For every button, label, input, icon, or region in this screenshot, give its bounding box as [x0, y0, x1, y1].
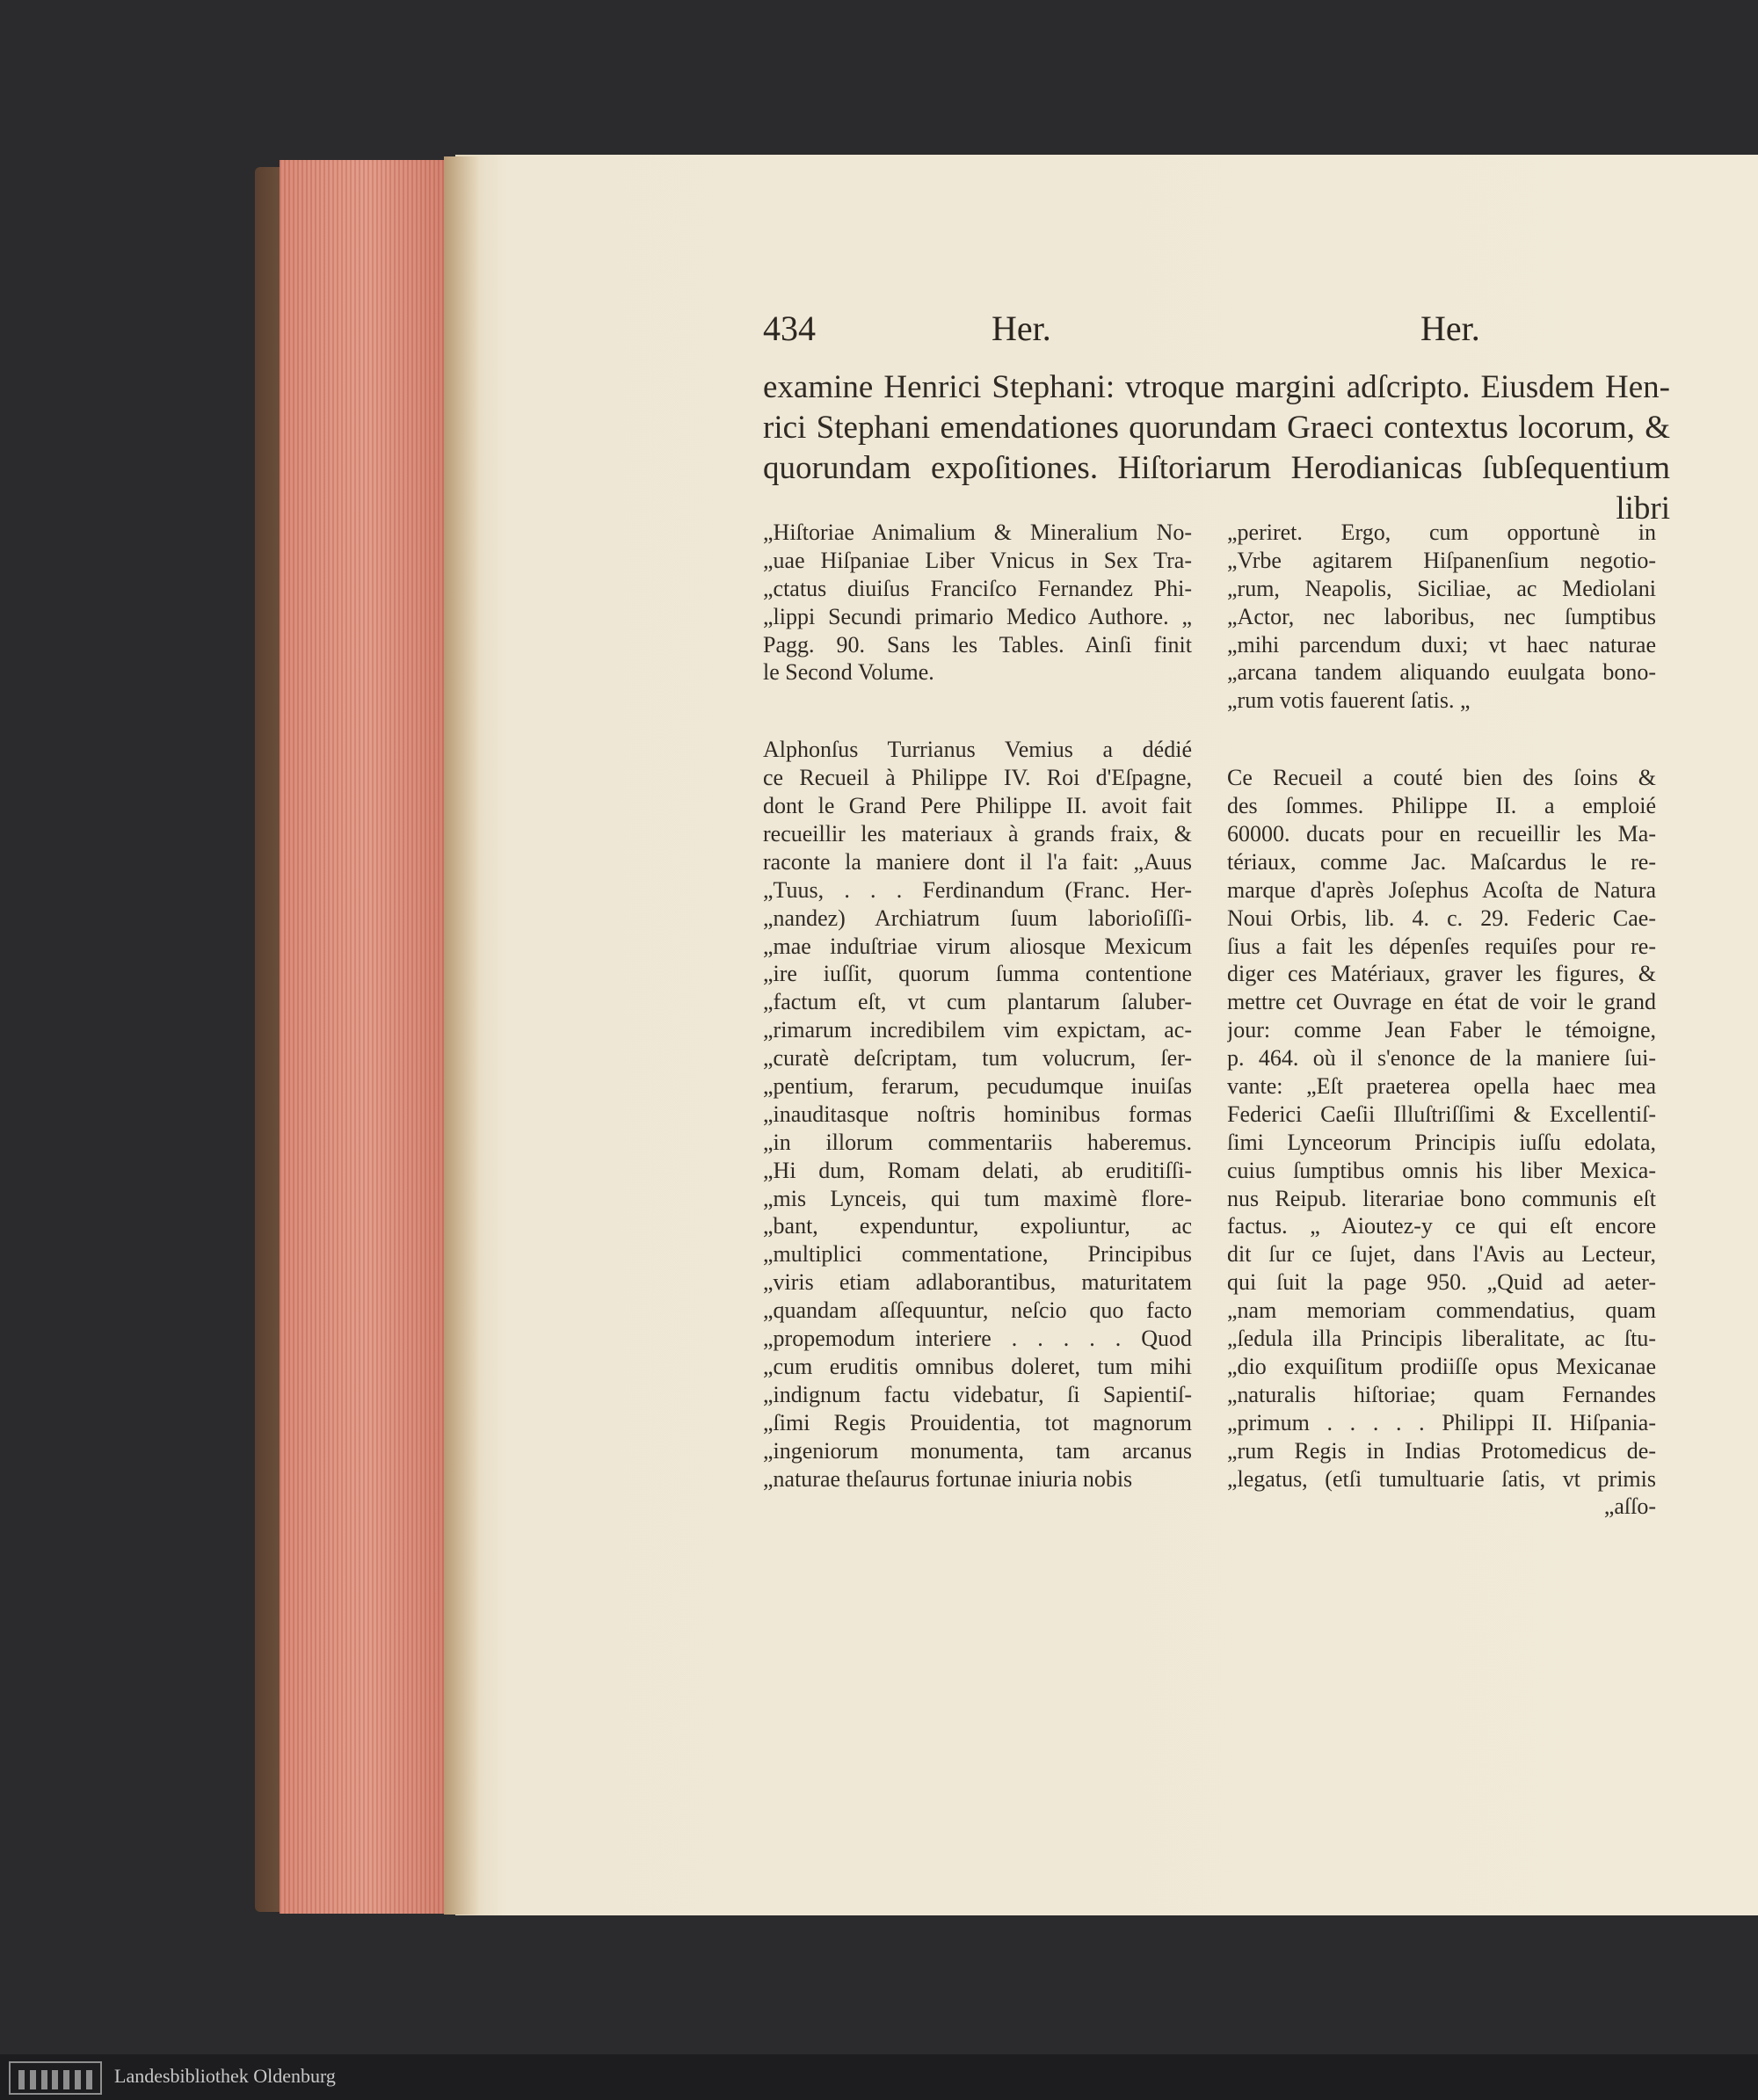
text-line: „mae induſtriae virum aliosque Mexicum: [763, 933, 1192, 959]
text-line: „ctatus diuiſus Franciſco Fernandez Phi-: [763, 575, 1192, 601]
text-line: nus Reipub. literariae bono communis eſt: [1227, 1185, 1656, 1211]
text-line: Noui Orbis, lib. 4. c. 29. Federic Cae-: [1227, 905, 1656, 931]
text-line: „in illorum commentariis haberemus.: [763, 1129, 1192, 1155]
text-line: raconte la maniere dont il l'a fait: „Auus: [763, 848, 1192, 875]
text-line: „legatus, (etſi tumultuarie ſatis, vt primis: [1227, 1465, 1656, 1492]
text-line: 60000. ducats pour en recueillir les Ma-: [1227, 821, 1656, 847]
library-name: Landesbibliothek Oldenburg: [114, 2065, 336, 2087]
text-line: p. 464. où il s'enonce de la maniere ſui-: [1227, 1045, 1656, 1072]
text-line: ſius a fait les dépenſes requiſes pour re-: [1227, 933, 1656, 959]
page-edges: [280, 160, 455, 1914]
text-line: ſimi Lynceorum Principis iuſſu edolata,: [1227, 1129, 1656, 1155]
text-line: ce Recueil à Philippe IV. Roi d'Eſpagne,: [763, 765, 1192, 791]
main-line: quorundam expoſitiones. Hiſtoriarum Herodianicas ſubſequentium: [763, 450, 1670, 486]
text-line: „ſedula illa Principis liberalitate, ac ſtu-: [1227, 1326, 1656, 1352]
text-line: „viris etiam adlaborantibus, maturitatem: [763, 1269, 1192, 1296]
text-line: „ſimi Regis Prouidentia, tot magnorum: [763, 1409, 1192, 1435]
text-line: „ire iuſſit, quorum ſumma contentione: [763, 961, 1192, 987]
running-title-right: Her.: [1420, 309, 1480, 348]
main-line: rici Stephani emendationes quorundam Graeci contextus locorum, &: [763, 410, 1670, 446]
text-line: „cum eruditis omnibus doleret, tum mihi: [763, 1353, 1192, 1379]
text-line: „Hiſtoriae Animalium & Mineralium No-: [763, 520, 1192, 545]
text-line: „naturalis hiſtoriae; quam Fernandes: [1227, 1381, 1656, 1407]
text-line: „curatè deſcriptam, tum volucrum, ſer-: [763, 1045, 1192, 1072]
text-line: „lippi Secundi primario Medico Authore. „: [763, 603, 1192, 629]
left-column: [763, 519, 1192, 1493]
text-line: Alphonſus Turrianus Vemius a dédié: [763, 737, 1192, 763]
main-line: libri: [1616, 490, 1670, 527]
text-line: factus. „ Aioutez-y ce qui eſt encore: [1227, 1213, 1656, 1239]
text-line: „Tuus, . . . Ferdinandum (Franc. Her-: [763, 876, 1192, 903]
main-line: examine Henrici Stephani: vtroque margini adſcripto. Eiusdem Hen-: [763, 369, 1670, 405]
text-line: „factum eſt, vt cum plantarum ſaluber-: [763, 989, 1192, 1015]
text-line: Ce Recueil a couté bien des ſoins &: [1227, 765, 1656, 791]
page-number: 434: [763, 309, 816, 348]
text-line: vante: „Eſt praeterea opella haec mea: [1227, 1073, 1656, 1100]
text-line: le Second Volume.: [763, 659, 934, 686]
text-line: „Hi dum, Romam delati, ab eruditiſſi-: [763, 1157, 1192, 1183]
text-line: des ſommes. Philippe II. a emploié: [1227, 793, 1656, 819]
text-line: „ingeniorum monumenta, tam arcanus: [763, 1437, 1192, 1464]
text-line: „mihi parcendum duxi; vt haec naturae: [1227, 631, 1656, 658]
library-logo-icon: [9, 2061, 102, 2095]
text-line: „primum . . . . . Philippi II. Hiſpania-: [1227, 1409, 1656, 1435]
text-line: dit ſur ce ſujet, dans l'Avis au Lecteur,: [1227, 1241, 1656, 1268]
text-line: marque d'après Joſephus Acoſta de Natura: [1227, 876, 1656, 903]
text-line: cuius ſumptibus omnis his liber Mexica-: [1227, 1157, 1656, 1183]
text-line: „nam memoriam commendatius, quam: [1227, 1297, 1656, 1324]
text-line: „mis Lynceis, qui tum maximè flore-: [763, 1185, 1192, 1211]
text-line: dont le Grand Pere Philippe II. avoit fait: [763, 793, 1192, 819]
text-line: „rum votis fauerent ſatis. „: [1227, 687, 1471, 714]
text-line: „indignum factu videbatur, ſi Sapientiſ-: [763, 1381, 1192, 1407]
text-line: „periret. Ergo, cum opportunè in: [1227, 520, 1656, 545]
text-line: „Vrbe agitarem Hiſpanenſium negotio-: [1227, 547, 1656, 573]
text-line: „multiplici commentatione, Principibus: [763, 1241, 1192, 1268]
text-line: „pentium, ferarum, pecudumque inuiſas: [763, 1073, 1192, 1100]
text-line: „inauditasque noſtris hominibus formas: [763, 1101, 1192, 1127]
text-line: „aſſo-: [1603, 1493, 1656, 1520]
text-line: „quandam aſſequuntur, neſcio quo facto: [763, 1297, 1192, 1324]
text-line: „rum, Neapolis, Siciliae, ac Mediolani: [1227, 575, 1656, 601]
text-line: qui ſuit la page 950. „Quid ad aeter-: [1227, 1269, 1656, 1296]
text-line: „nandez) Archiatrum ſuum laborioſiſſi-: [763, 905, 1192, 931]
text-line: mettre cet Ouvrage en état de voir le grand: [1227, 989, 1656, 1015]
text-line: Pagg. 90. Sans les Tables. Ainſi finit: [763, 631, 1192, 658]
text-line: „dio exquiſitum prodiiſſe opus Mexicanae: [1227, 1353, 1656, 1379]
text-line: „uae Hiſpaniae Liber Vnicus in Sex Tra-: [763, 547, 1192, 573]
text-line: „Actor, nec laboribus, nec ſumptibus: [1227, 603, 1656, 629]
text-line: „bant, expenduntur, expoliuntur, ac: [763, 1213, 1192, 1239]
text-line: „rum Regis in Indias Protomedicus de-: [1227, 1437, 1656, 1464]
footer-bar: [0, 2054, 1758, 2100]
text-line: jour: comme Jean Faber le témoigne,: [1227, 1017, 1656, 1043]
page-gutter: [444, 156, 479, 1915]
text-line: „naturae theſaurus fortunae iniuria nobis: [763, 1465, 1133, 1492]
text-line: diger ces Matériaux, graver les figures, &: [1227, 961, 1656, 987]
text-line: „propemodum interiere . . . . . Quod: [763, 1326, 1192, 1352]
text-line: Federici Caeſii Illuſtriſſimi & Excellentiſ-: [1227, 1101, 1656, 1127]
right-column: [1227, 519, 1656, 1521]
text-line: recueillir les materiaux à grands fraix, &: [763, 821, 1192, 847]
main-paragraph: [763, 367, 1670, 529]
text-line: „arcana tandem aliquando euulgata bono-: [1227, 659, 1656, 686]
text-line: tériaux, comme Jac. Maſcardus le re-: [1227, 848, 1656, 875]
text-line: „rimarum incredibilem vim expictam, ac-: [763, 1017, 1192, 1043]
running-title-left: Her.: [992, 309, 1051, 348]
